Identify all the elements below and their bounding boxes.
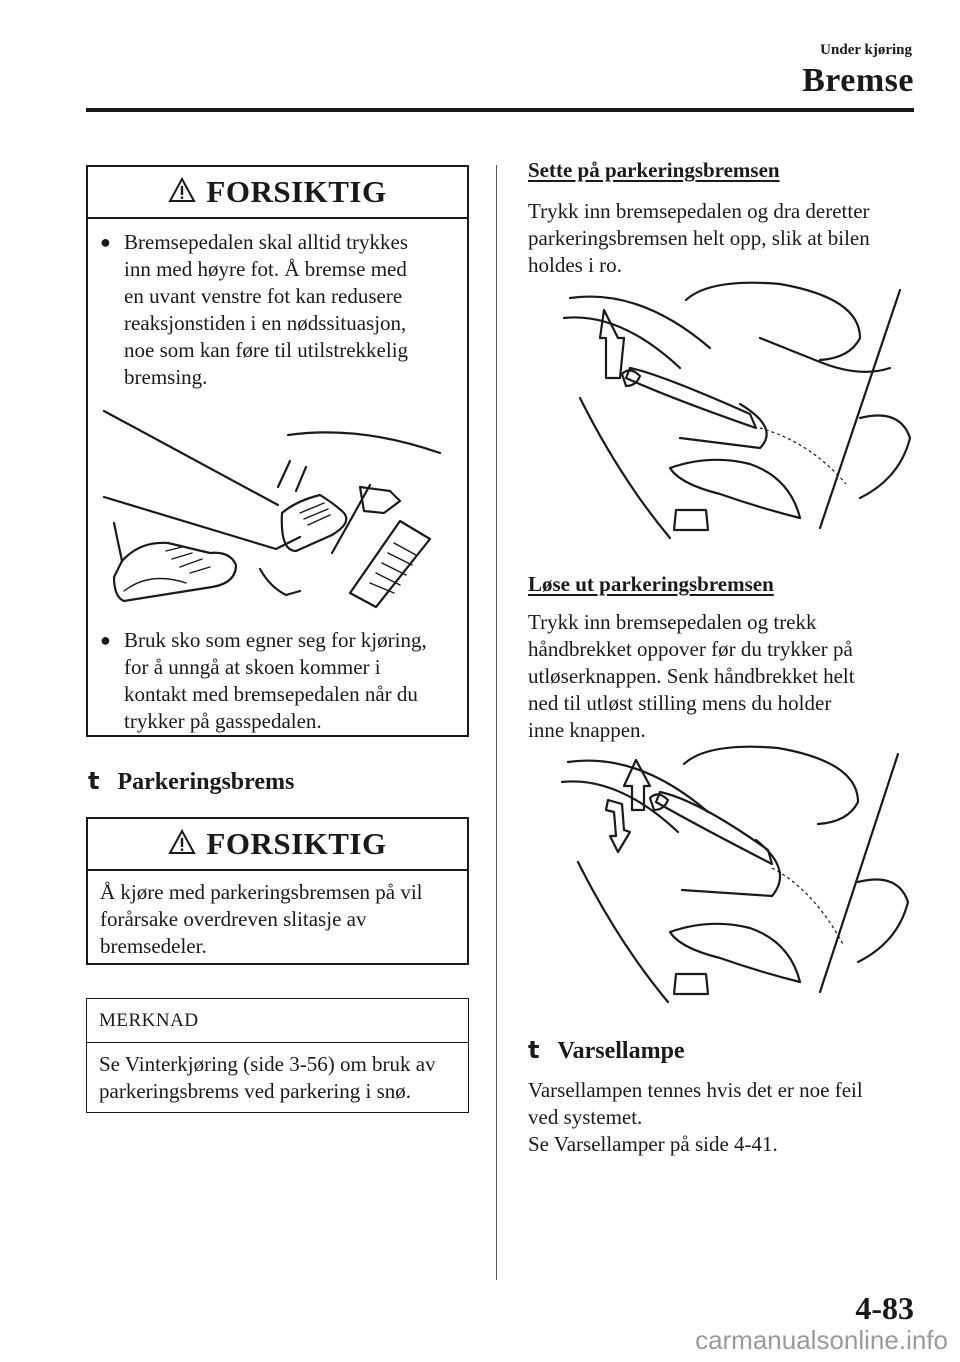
note-text xyxy=(87,1043,468,1105)
text-line: kontakt med bremsepedalen når du xyxy=(124,682,418,706)
section-label: Under kjøring xyxy=(820,42,912,58)
apply-title: Sette på parkeringsbremsen xyxy=(528,158,780,182)
text-line: Trykk inn bremsepedalen og dra deretter xyxy=(528,199,870,223)
column-divider xyxy=(496,165,497,1280)
note-label: MERKNAD xyxy=(87,999,468,1043)
caution-bullet-1 xyxy=(88,219,467,391)
handbrake-apply-illustration xyxy=(560,278,916,565)
text-line: Varsellampen tennes hvis det er noe feil xyxy=(528,1078,863,1102)
watermark: carmanualsonline.info xyxy=(695,1325,948,1355)
header-rule xyxy=(86,108,914,112)
text-line: Bremsepedalen skal alltid trykkes xyxy=(124,230,409,254)
warning-light-title: Varsellampe xyxy=(557,1038,685,1064)
text-line: Trykk inn bremsepedalen og trekk xyxy=(528,610,817,634)
text-line: bremsedeler. xyxy=(100,934,207,958)
release-text xyxy=(528,609,855,744)
page-number: 4-83 xyxy=(855,1290,914,1326)
parking-title: Parkeringsbrems xyxy=(117,769,295,795)
note-box xyxy=(86,998,469,1113)
caution-header-1 xyxy=(88,167,467,219)
chapter-title: Bremse xyxy=(802,62,914,99)
text-line: Å kjøre med parkeringsbremsen på vil xyxy=(100,880,423,904)
caution-bullet-2-text xyxy=(124,627,427,735)
warning-icon xyxy=(168,829,196,860)
warning-light-text xyxy=(528,1077,863,1158)
caution-box-2 xyxy=(86,817,469,965)
warning-icon xyxy=(168,177,196,208)
caution-box-1 xyxy=(86,165,469,737)
text-line: for å unngå at skoen kommer i xyxy=(124,655,381,679)
text-line: Se Vinterkjøring (side 3-56) om bruk av xyxy=(99,1052,436,1076)
bullet-icon: ● xyxy=(100,232,111,252)
text-line: inn med høyre fot. Å bremse med xyxy=(124,257,407,281)
text-line: holdes i ro. xyxy=(528,253,622,277)
caution-bullet-1-text xyxy=(124,229,408,391)
text-line: inne knappen. xyxy=(528,718,646,742)
text-line: ned til utløst stilling mens du holder xyxy=(528,691,832,715)
release-title: Løse ut parkeringsbremsen xyxy=(528,572,774,596)
caution-title-2: FORSIKTIG xyxy=(206,826,387,861)
text-line: Se Varsellamper på side 4-41. xyxy=(528,1132,778,1156)
apply-text xyxy=(528,198,870,279)
caution-2-text xyxy=(88,871,467,960)
section-marker-icon: t xyxy=(528,1036,540,1064)
text-line: parkeringsbrems ved parkering i snø. xyxy=(99,1079,411,1103)
text-line: en uvant venstre fot kan redusere xyxy=(124,284,403,308)
caution-title-1: FORSIKTIG xyxy=(206,174,387,209)
section-marker-icon: t xyxy=(88,767,100,795)
text-line: forårsake overdreven slitasje av xyxy=(100,907,367,931)
text-line: utløserknappen. Senk håndbrekket helt xyxy=(528,664,855,688)
pedal-illustration xyxy=(100,401,460,628)
caution-bullet-2 xyxy=(88,627,437,735)
text-line: bremsing. xyxy=(124,365,208,389)
text-line: Bruk sko som egner seg for kjøring, xyxy=(124,628,427,652)
caution-header-2 xyxy=(88,819,467,871)
text-line: noe som kan føre til utilstrekkelig xyxy=(124,338,409,362)
text-line: reaksjonstiden i en nødssituasjon, xyxy=(124,311,407,335)
text-line: ved systemet. xyxy=(528,1105,643,1129)
parking-heading xyxy=(88,767,294,796)
warning-light-heading xyxy=(528,1036,685,1065)
handbrake-release-illustration xyxy=(558,740,914,1025)
text-line: trykker på gasspedalen. xyxy=(124,709,322,733)
bullet-icon: ● xyxy=(100,630,111,650)
text-line: parkeringsbremsen helt opp, slik at bilen xyxy=(528,226,870,250)
text-line: håndbrekket oppover før du trykker på xyxy=(528,637,853,661)
